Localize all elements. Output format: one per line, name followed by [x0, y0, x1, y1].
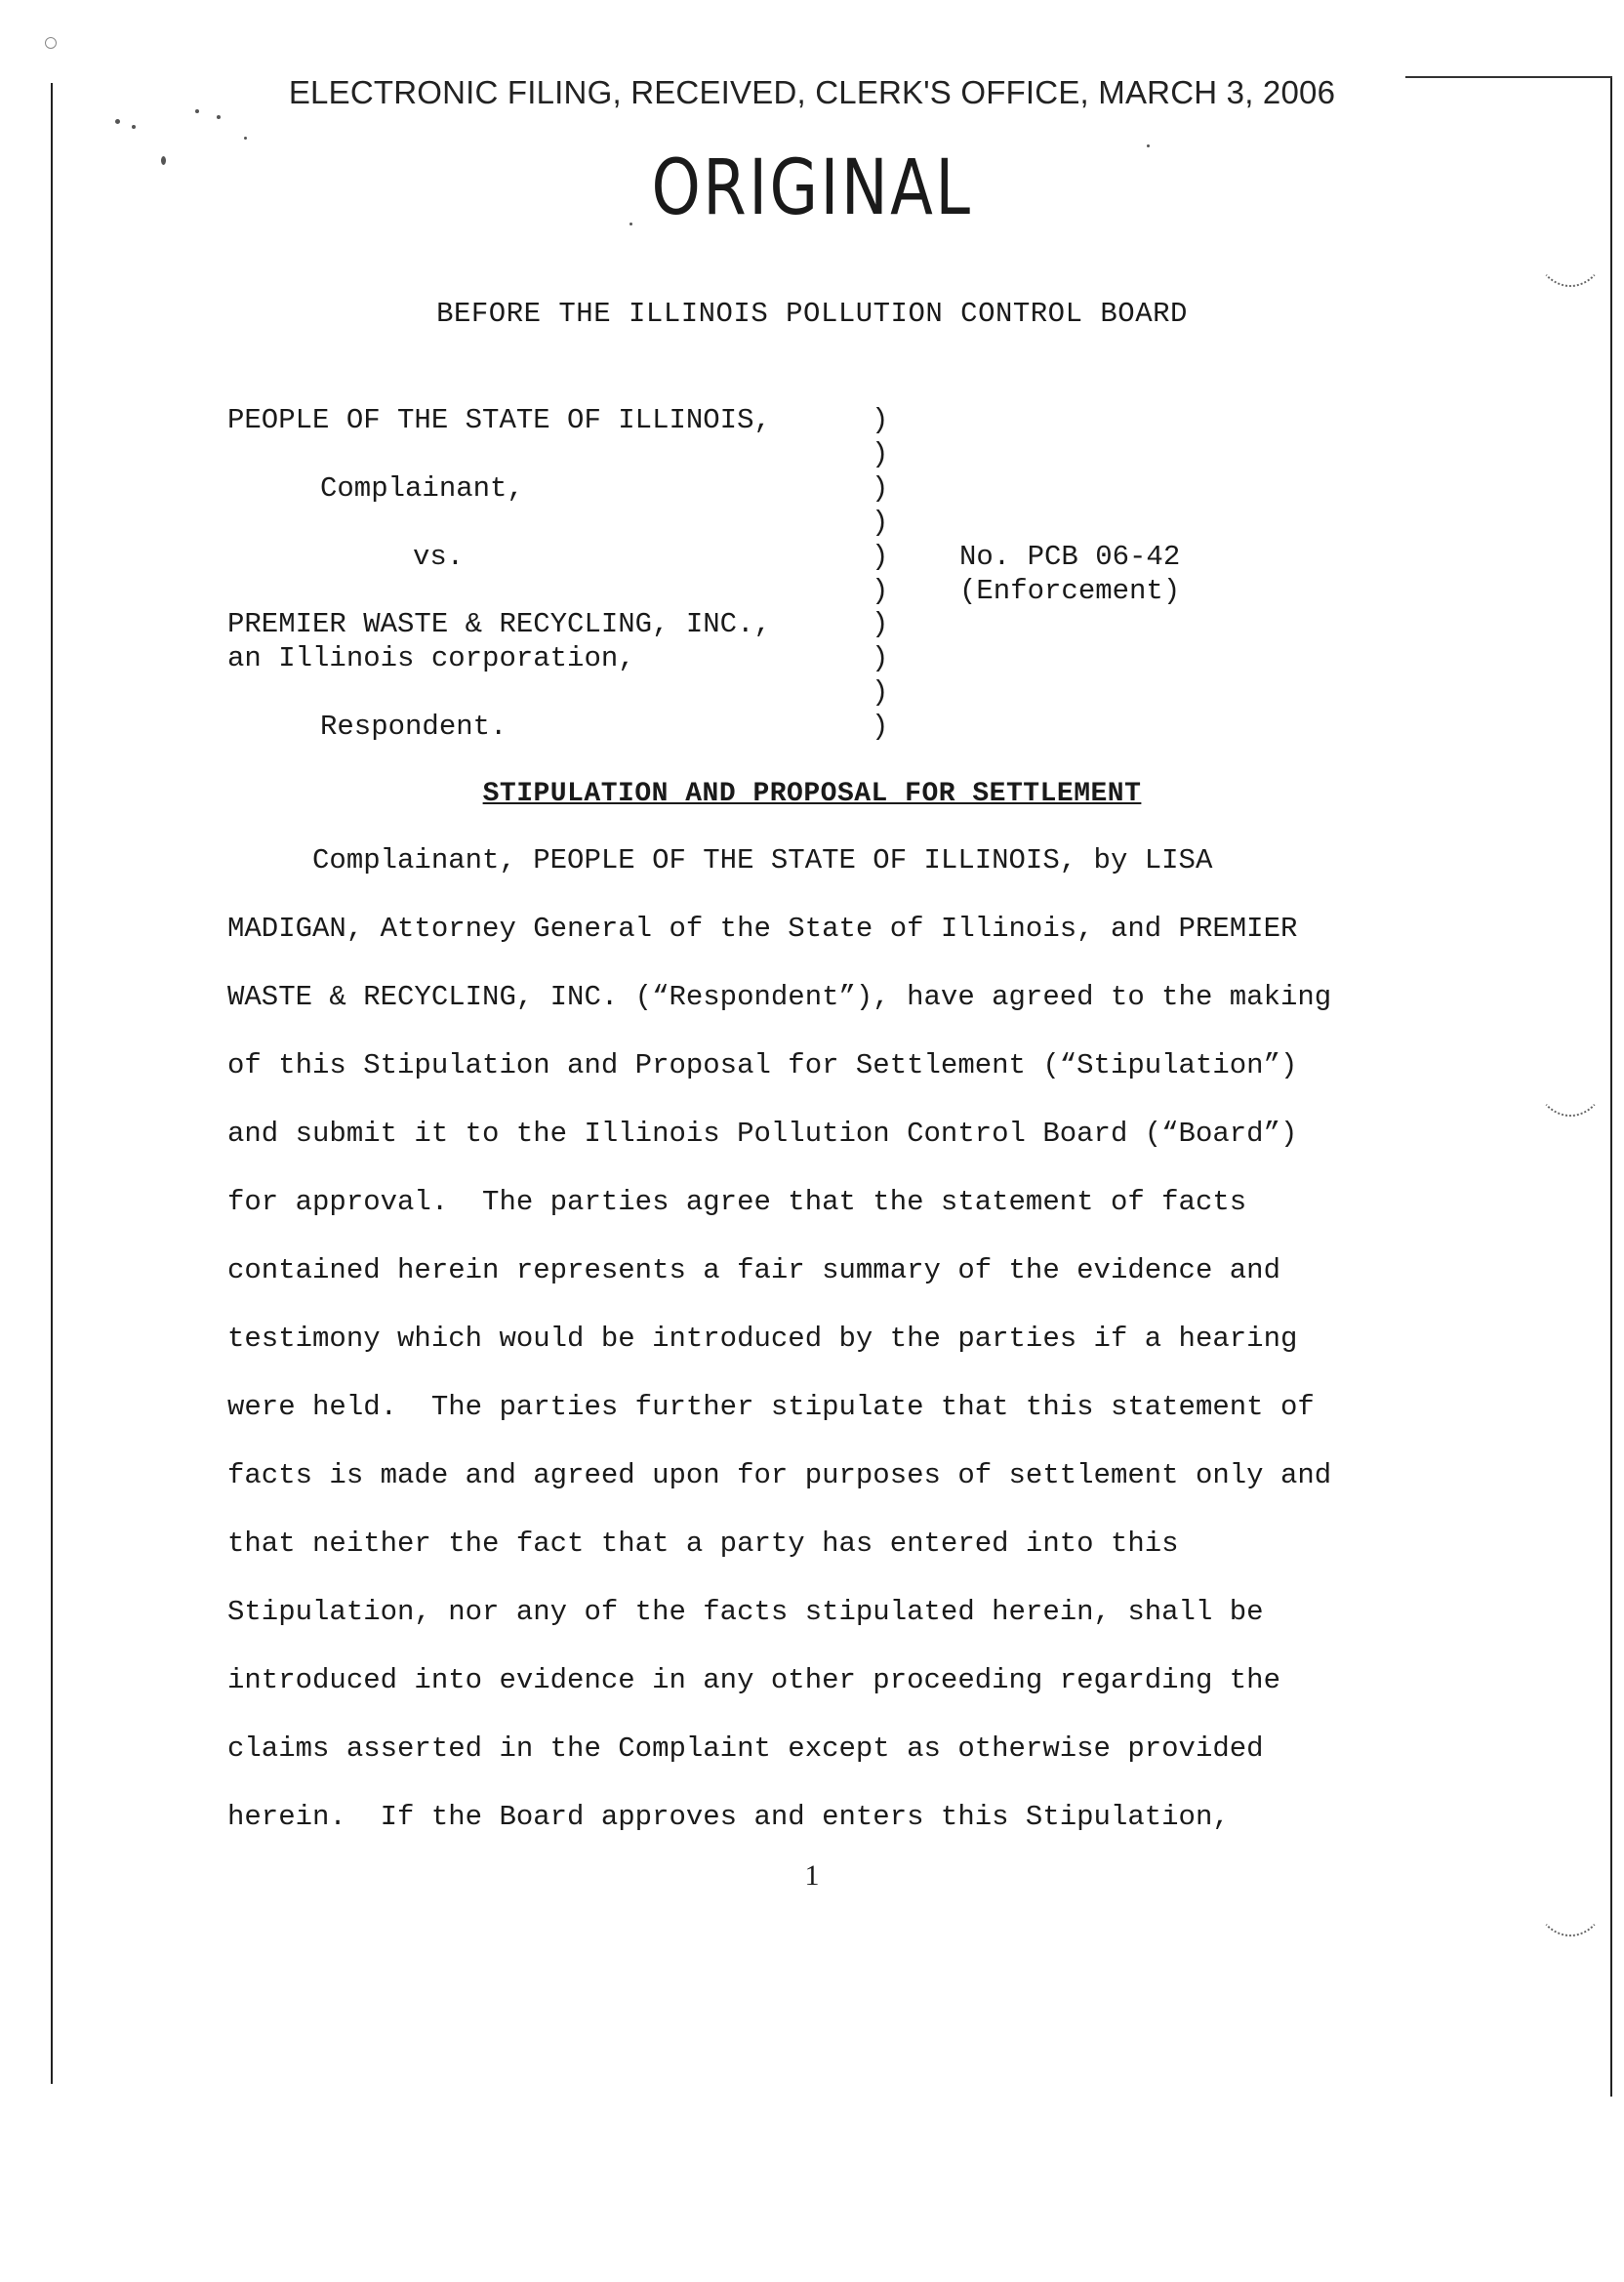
body-line: testimony which would be introduced by the parties if a hearing: [227, 1323, 1298, 1355]
scan-edge-left: [51, 83, 53, 2084]
body-line: Stipulation, nor any of the facts stipulated herein, shall be: [227, 1596, 1264, 1628]
body-line: facts is made and agreed upon for purposes of settlement only and: [227, 1459, 1332, 1491]
scan-hole-mark: [1534, 1035, 1606, 1117]
caption-defendant-description: an Illinois corporation,: [227, 642, 635, 674]
case-number: No. PCB 06-42: [959, 541, 1181, 573]
original-stamp: ORIGINAL: [651, 144, 973, 232]
scan-speck: [217, 115, 221, 119]
caption-defendant-role: Respondent.: [320, 711, 508, 743]
caption-plaintiff: PEOPLE OF THE STATE OF ILLINOIS,: [227, 404, 771, 436]
scan-speck: [132, 125, 136, 129]
caption-paren: ): [872, 438, 889, 470]
caption-paren: ): [872, 472, 889, 505]
caption-defendant-name: PREMIER WASTE & RECYCLING, INC.,: [227, 608, 771, 640]
body-line: that neither the fact that a party has entered into this: [227, 1528, 1179, 1560]
board-title: BEFORE THE ILLINOIS POLLUTION CONTROL BOARD: [436, 298, 1188, 330]
body-line: of this Stipulation and Proposal for Settlement (“Stipulation”): [227, 1049, 1298, 1081]
caption-plaintiff-role: Complainant,: [320, 472, 524, 505]
body-line: herein. If the Board approves and enters this Stipulation,: [227, 1801, 1230, 1833]
case-type: (Enforcement): [959, 575, 1181, 607]
filing-stamp: ELECTRONIC FILING, RECEIVED, CLERK'S OFFICE, MARCH 3, 2006: [288, 74, 1336, 110]
body-line: contained herein represents a fair summary of the evidence and: [227, 1254, 1280, 1286]
caption-versus: vs.: [413, 541, 465, 573]
body-line: Complainant, PEOPLE OF THE STATE OF ILLINOIS, by LISA: [227, 844, 1213, 876]
body-line: MADIGAN, Attorney General of the State of Illinois, and PREMIER: [227, 913, 1298, 945]
caption-paren: ): [872, 507, 889, 539]
caption-paren: ): [872, 676, 889, 709]
scan-hole-mark: [1534, 205, 1606, 287]
scan-speck: [45, 37, 57, 49]
body-line: introduced into evidence in any other proceeding regarding the: [227, 1664, 1280, 1696]
section-heading: STIPULATION AND PROPOSAL FOR SETTLEMENT: [482, 779, 1142, 809]
scan-speck: [115, 119, 120, 124]
caption-paren: ): [872, 711, 889, 743]
scan-speck: [244, 137, 247, 140]
body-paragraph: [227, 843, 1496, 1868]
caption-paren: ): [872, 575, 889, 607]
caption-paren: ): [872, 642, 889, 674]
body-line: were held. The parties further stipulate that this statement of: [227, 1391, 1315, 1423]
caption-paren: ): [872, 608, 889, 640]
body-line: claims asserted in the Complaint except as otherwise provided: [227, 1732, 1264, 1765]
body-line: WASTE & RECYCLING, INC. (“Respondent”), have agreed to the making: [227, 981, 1332, 1013]
scan-edge-right: [1610, 76, 1612, 2097]
page-number: 1: [804, 1859, 820, 1892]
body-line: and submit it to the Illinois Pollution Control Board (“Board”): [227, 1118, 1298, 1150]
caption-paren: ): [872, 404, 889, 436]
body-line: for approval. The parties agree that the statement of facts: [227, 1186, 1247, 1218]
caption-paren: ): [872, 541, 889, 573]
